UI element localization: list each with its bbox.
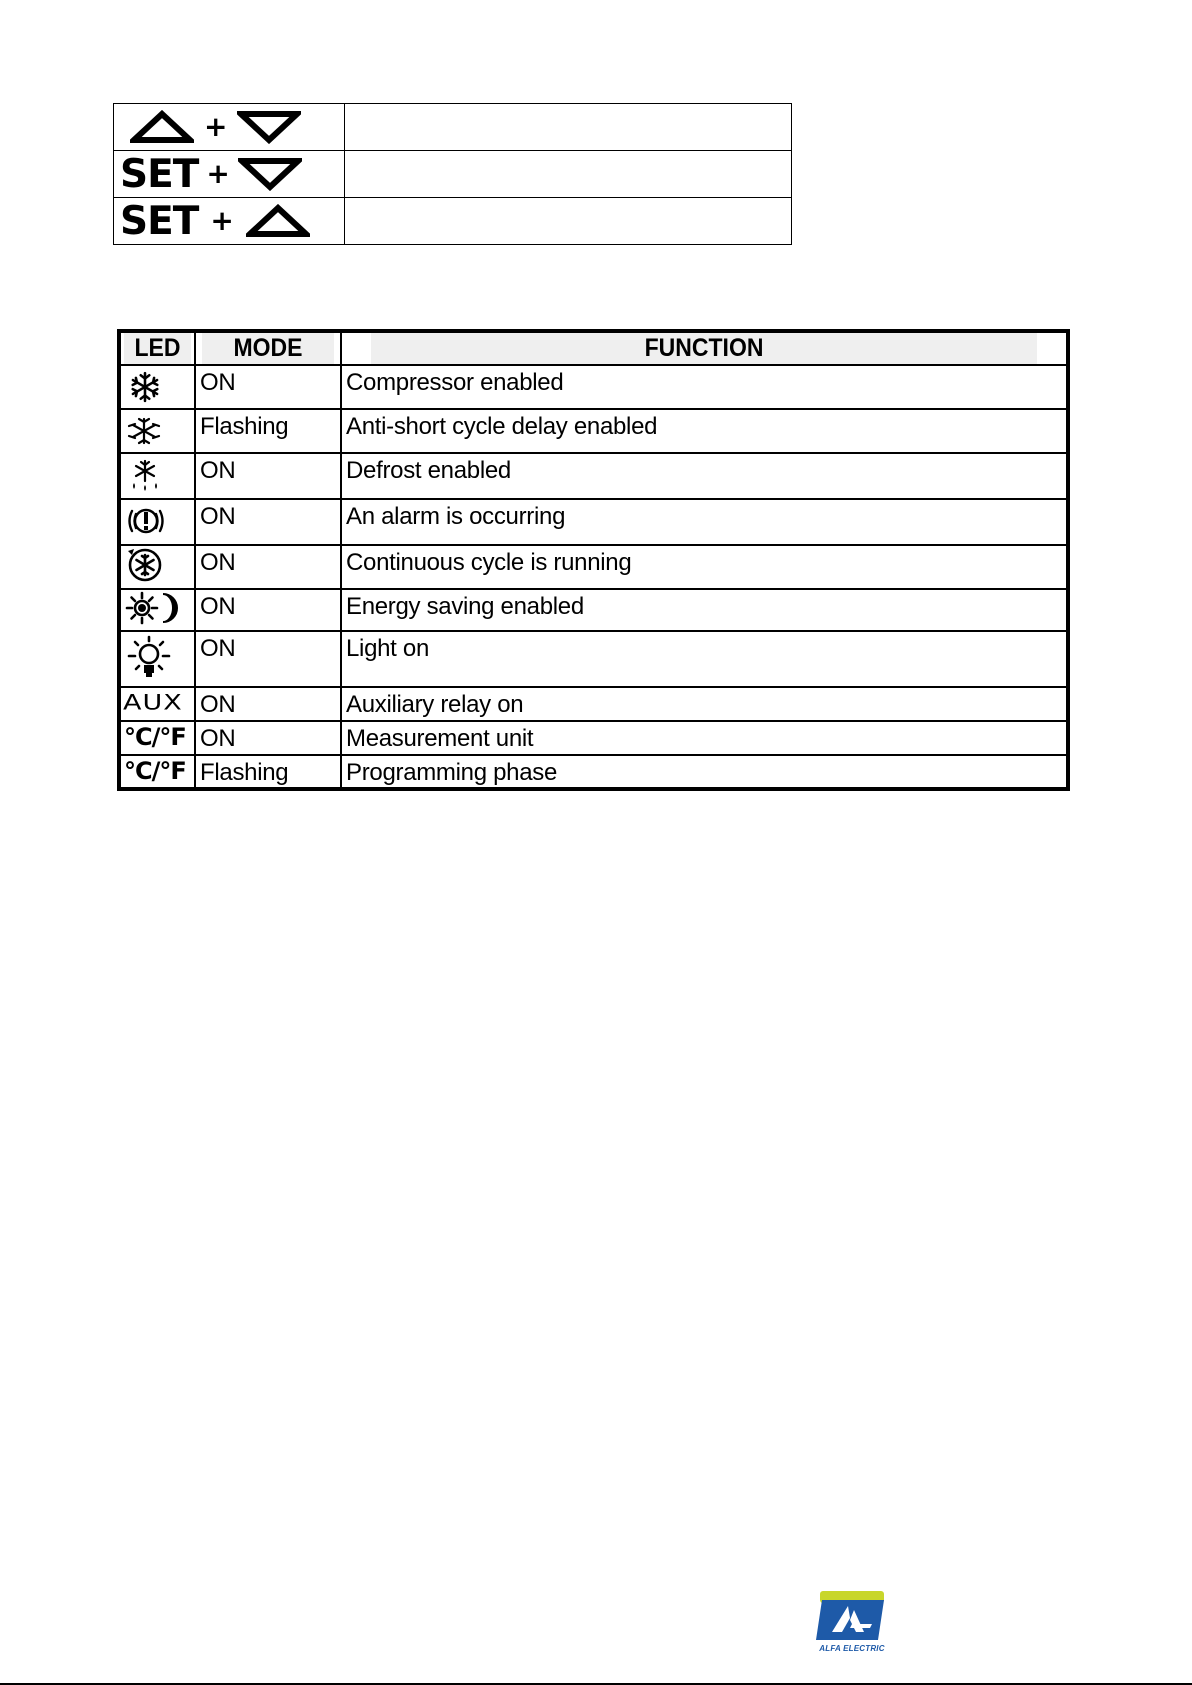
alarm-icon: [124, 518, 166, 545]
led-icon-cell: [119, 687, 195, 721]
table-header-row: [119, 331, 1068, 365]
led-column-header: LED: [122, 331, 192, 365]
unit-icon: °C/°F: [124, 757, 186, 785]
key-combo-cell: [114, 104, 345, 151]
led-icon-cell: [119, 453, 195, 499]
led-icon-cell: [119, 365, 195, 409]
sun-moon-icon: [124, 604, 183, 631]
snowflake-drops-icon: [124, 472, 161, 499]
light-bulb-icon: [124, 660, 174, 687]
table-row: [119, 631, 1068, 687]
mode-cell: Flashing: [195, 409, 341, 453]
mode-cell: ON: [195, 687, 341, 721]
function-column-header: FUNCTION: [370, 331, 1039, 365]
snowflake-arrows-icon: [124, 426, 161, 453]
led-icon-cell: [119, 545, 195, 589]
plus-sign: +: [210, 204, 234, 237]
aux-icon: AUX: [123, 690, 183, 715]
mode-cell: ON: [195, 721, 341, 755]
key-description-cell: [345, 198, 792, 245]
function-cell: Continuous cycle is running: [341, 545, 1068, 589]
set-key-label: SET: [120, 151, 199, 197]
table-row: [114, 104, 792, 151]
logo-text: ALFA ELECTRIC: [819, 1644, 885, 1653]
alfa-electric-logo: [812, 1588, 892, 1652]
key-description-cell: [345, 151, 792, 198]
up-arrow-icon: [130, 110, 194, 144]
mode-cell: ON: [195, 545, 341, 589]
led-table: [117, 329, 1070, 791]
table-row: [119, 545, 1068, 589]
mode-cell: ON: [195, 365, 341, 409]
up-arrow-icon: [246, 204, 310, 238]
function-cell: Anti-short cycle delay enabled: [341, 409, 1068, 453]
plus-sign: +: [206, 157, 230, 190]
table-row: [119, 721, 1068, 755]
logo-mark-icon: [812, 1588, 892, 1644]
set-key-label: SET: [120, 198, 199, 244]
mode-cell: ON: [195, 499, 341, 545]
led-icon-cell: [119, 499, 195, 545]
key-combination-table: [113, 103, 792, 245]
down-arrow-icon: [237, 110, 301, 144]
table-row: [119, 365, 1068, 409]
mode-cell: ON: [195, 453, 341, 499]
key-combo-cell: [114, 151, 345, 198]
down-arrow-icon: [238, 157, 302, 191]
unit-icon: °C/°F: [124, 723, 186, 751]
led-icon-cell: [119, 721, 195, 755]
table-row: [119, 409, 1068, 453]
led-icon-cell: [119, 409, 195, 453]
function-cell: Defrost enabled: [341, 453, 1068, 499]
function-cell: Auxiliary relay on: [341, 687, 1068, 721]
snowflake-icon: [124, 382, 161, 409]
key-combo-cell: [114, 198, 345, 245]
table-row: [114, 151, 792, 198]
function-cell: Measurement unit: [341, 721, 1068, 755]
function-cell: Compressor enabled: [341, 365, 1068, 409]
clock-snowflake-icon: [124, 562, 166, 589]
led-icon-cell: [119, 755, 195, 789]
function-cell: Programming phase: [341, 755, 1068, 789]
mode-cell: Flashing: [195, 755, 341, 789]
function-cell: Energy saving enabled: [341, 589, 1068, 631]
table-row: [119, 453, 1068, 499]
table-row: [119, 589, 1068, 631]
mode-cell: ON: [195, 589, 341, 631]
key-description-cell: [345, 104, 792, 151]
table-row: [119, 687, 1068, 721]
table-row: [114, 198, 792, 245]
table-row: [119, 499, 1068, 545]
mode-column-header: MODE: [201, 331, 335, 365]
plus-sign: +: [204, 110, 228, 143]
function-cell: An alarm is occurring: [341, 499, 1068, 545]
led-icon-cell: [119, 631, 195, 687]
table-row: [119, 755, 1068, 789]
mode-cell: ON: [195, 631, 341, 687]
led-icon-cell: [119, 589, 195, 631]
function-cell: Light on: [341, 631, 1068, 687]
